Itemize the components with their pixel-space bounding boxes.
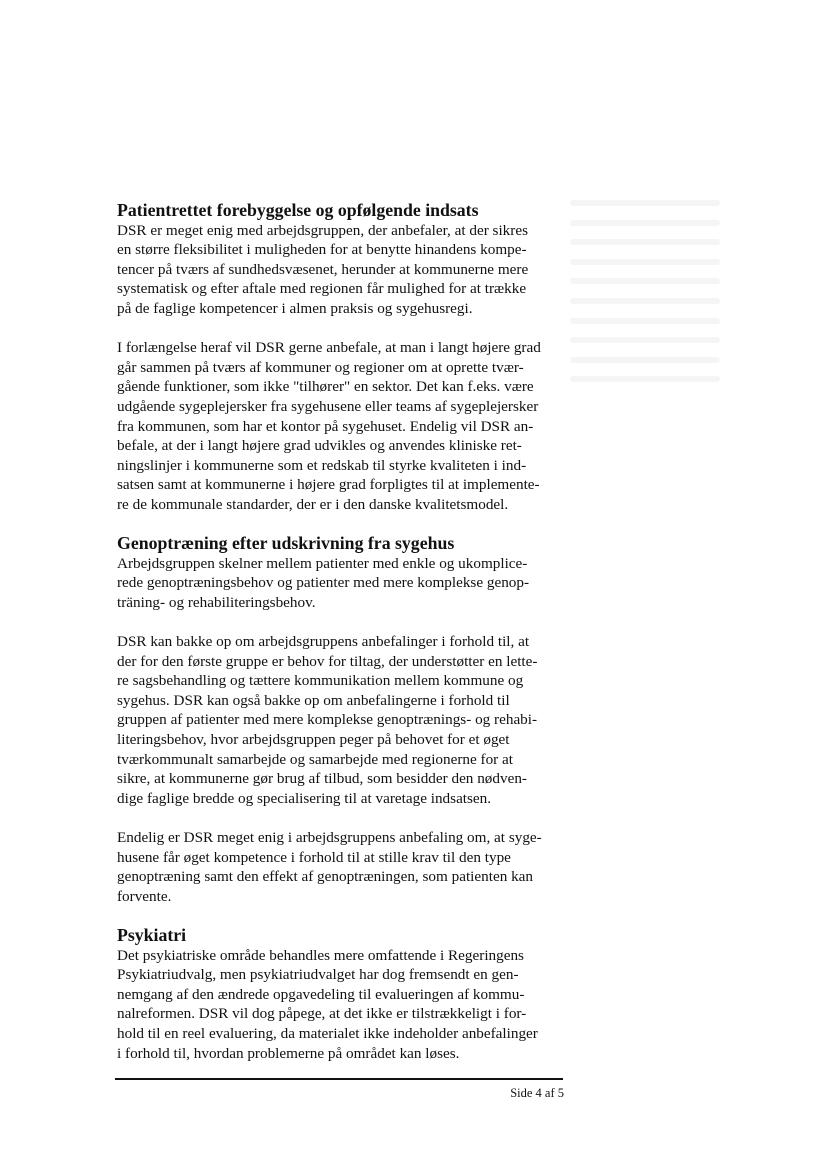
- section-heading-genoptraening: Genoptræning efter udskrivning fra sygehus: [117, 533, 455, 554]
- section-heading-psykiatri: Psykiatri: [117, 924, 187, 945]
- footer-divider: [115, 1078, 563, 1080]
- section-heading-forebyggelse: Patientrettet forebyggelse og opfølgende indsats: [117, 200, 479, 220]
- document-body: [117, 201, 565, 1063]
- paragraph: Endelig er DSR meget enig i arbejdsgruppens anbefaling om, at syge- husene får øget kompetence i forhold til at stille krav til den type genoptræning samt den effekt af genoptræningen, som patienten kan forvente.: [117, 829, 542, 905]
- paragraph: DSR kan bakke op om arbejdsgruppens anbefalinger i forhold til, at der for den første gruppe er behov for tiltag, der understøtter en lette- re sagsbehandling og tættere kommunikation mellem kommune og sygehus. DSR kan også bakke op om anbefalingerne i forhold til gruppen af patienter med mere komplekse genoptrænings- og rehabi- literingsbehov, hvor arbejdsgruppen peger på behovet for et øget tværkommunalt samarbejde og samarbejde med regionerne for at sikre, at kommunerne gør brug af tilbud, som besidder den nødven- dige faglige bredde og specialisering til at varetage indsatsen.: [117, 633, 538, 807]
- paragraph: Arbejdsgruppen skelner mellem patienter med enkle og ukomplice- rede genoptræningsbehov og patienter med mere komplekse genop- träning- og rehabiliteringsbehov.: [117, 554, 530, 611]
- paragraph: Det psykiatriske område behandles mere omfattende i Regeringens Psykiatriudvalg, men psykiatriudvalget har dog fremsendt en gen- nemgang af den ændrede opgavedeling til evalueringen af kommu- nalreformen. DSR vil dog påpege, at det ikke er tilstrækkeligt i for- hold til en reel evaluering, da materialet ikke indeholder anbefalinger i forhold til, hvordan problemerne på området kan løses.: [117, 946, 538, 1062]
- paragraph: DSR er meget enig med arbejdsgruppen, der anbefaler, at der sikres en større fleksibilitet i muligheden for at benytte hinandens kompe- tencer på tværs af sundhedsvæsenet, herunder at kommunerne mere systematisk og efter aftale med regionen får mulighed for at trække på de faglige kompetencer i almen praksis og sygehusregi.: [117, 221, 529, 317]
- bleed-through-shadow: [570, 200, 720, 396]
- paragraph: I forlængelse heraf vil DSR gerne anbefale, at man i langt højere grad går sammen på tværs af kommuner og regioner om at oprette tvær- gående funktioner, som ikke "tilhører" en sektor. Det kan f.eks. være udgående sygeplejersker fra sygehusene eller teams af sygeplejersker fra kommunen, som har et kontor på sygehuset. Endelig vil DSR an- befale, at der i langt højere grad udvikles og anvendes kliniske ret- ningslinjer i kommunerne som et redskab til styrke kvaliteten i ind- satsen samt at kommunerne i højere grad forpligtes til at implemente- re de kommunale standarder, der er i den danske kvalitetsmodel.: [117, 339, 541, 513]
- page-number: Side 4 af 5: [510, 1086, 564, 1100]
